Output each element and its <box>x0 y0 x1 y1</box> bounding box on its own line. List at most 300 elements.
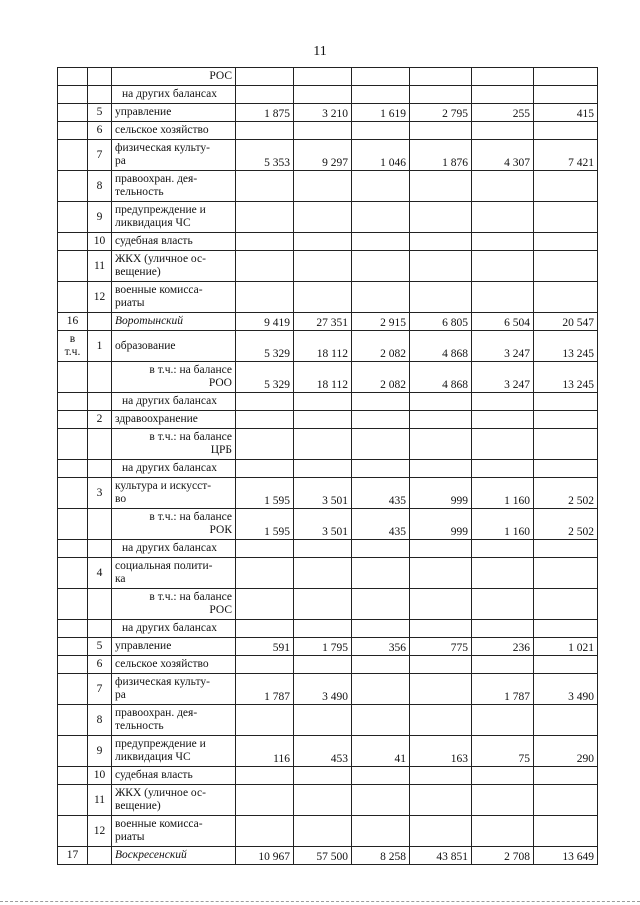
table-row <box>58 656 598 674</box>
category-name-cell: ЖКХ (уличное ос- вещение) <box>112 785 236 816</box>
value-cell <box>352 656 410 674</box>
row-number-cell: 4 <box>88 558 112 589</box>
value-cell <box>534 86 598 104</box>
table-row <box>58 140 598 171</box>
row-number-cell <box>88 589 112 620</box>
value-cell <box>534 656 598 674</box>
table-row <box>58 233 598 251</box>
value-cell: 27 351 <box>294 313 352 331</box>
table-row <box>58 171 598 202</box>
value-cell: 1 160 <box>472 509 534 540</box>
value-cell <box>472 282 534 313</box>
table-row <box>58 478 598 509</box>
value-cell <box>472 202 534 233</box>
value-cell: 236 <box>472 638 534 656</box>
value-cell <box>352 705 410 736</box>
row-number-cell: 8 <box>88 705 112 736</box>
value-cell <box>294 540 352 558</box>
value-cell: 6 504 <box>472 313 534 331</box>
value-cell <box>410 233 472 251</box>
category-name-cell: управление <box>112 638 236 656</box>
value-cell <box>236 122 294 140</box>
category-name-cell: РОС <box>112 68 236 86</box>
value-cell <box>534 460 598 478</box>
value-cell: 9 419 <box>236 313 294 331</box>
value-cell <box>472 558 534 589</box>
value-cell <box>410 816 472 847</box>
value-cell: 356 <box>352 638 410 656</box>
budget-table <box>57 67 598 865</box>
table-row <box>58 251 598 282</box>
value-cell: 1 787 <box>236 674 294 705</box>
row-number-cell <box>88 429 112 460</box>
category-name-cell: в т.ч.: на балансе РОК <box>112 509 236 540</box>
value-cell <box>410 171 472 202</box>
row-group-cell <box>58 282 88 313</box>
value-cell <box>410 68 472 86</box>
value-cell: 1 619 <box>352 104 410 122</box>
value-cell <box>352 282 410 313</box>
value-cell: 9 297 <box>294 140 352 171</box>
value-cell <box>534 767 598 785</box>
value-cell <box>352 429 410 460</box>
value-cell <box>352 460 410 478</box>
row-number-cell: 5 <box>88 638 112 656</box>
category-name-cell: сельское хозяйство <box>112 656 236 674</box>
value-cell: 7 421 <box>534 140 598 171</box>
row-group-cell <box>58 171 88 202</box>
value-cell <box>236 656 294 674</box>
value-cell <box>410 620 472 638</box>
row-group-cell <box>58 393 88 411</box>
row-number-cell: 6 <box>88 122 112 140</box>
value-cell: 163 <box>410 736 472 767</box>
value-cell: 13 649 <box>534 847 598 865</box>
row-number-cell: 7 <box>88 140 112 171</box>
value-cell <box>534 705 598 736</box>
value-cell <box>472 122 534 140</box>
category-name-cell: правоохран. дея- тельность <box>112 171 236 202</box>
category-name-cell: судебная власть <box>112 233 236 251</box>
value-cell: 591 <box>236 638 294 656</box>
value-cell <box>534 785 598 816</box>
value-cell <box>472 429 534 460</box>
value-cell: 2 082 <box>352 362 410 393</box>
value-cell <box>294 393 352 411</box>
value-cell <box>352 86 410 104</box>
table-row <box>58 816 598 847</box>
value-cell <box>534 233 598 251</box>
row-number-cell <box>88 460 112 478</box>
category-name-cell: физическая культу- ра <box>112 674 236 705</box>
value-cell <box>472 540 534 558</box>
value-cell <box>236 620 294 638</box>
value-cell: 2 502 <box>534 509 598 540</box>
value-cell <box>294 656 352 674</box>
value-cell <box>472 785 534 816</box>
value-cell <box>472 460 534 478</box>
value-cell <box>294 251 352 282</box>
table-row <box>58 202 598 233</box>
value-cell <box>410 282 472 313</box>
row-group-cell <box>58 140 88 171</box>
value-cell <box>294 429 352 460</box>
value-cell <box>236 816 294 847</box>
row-number-cell <box>88 362 112 393</box>
row-group-cell <box>58 68 88 86</box>
value-cell <box>352 233 410 251</box>
row-group-cell <box>58 638 88 656</box>
row-number-cell: 8 <box>88 171 112 202</box>
table-row <box>58 68 598 86</box>
value-cell <box>534 68 598 86</box>
value-cell <box>410 656 472 674</box>
table-row <box>58 313 598 331</box>
row-group-cell: в т.ч. <box>58 331 88 362</box>
value-cell: 435 <box>352 478 410 509</box>
value-cell <box>534 540 598 558</box>
value-cell: 4 868 <box>410 331 472 362</box>
value-cell <box>236 429 294 460</box>
row-group-cell <box>58 705 88 736</box>
value-cell: 999 <box>410 478 472 509</box>
value-cell <box>352 68 410 86</box>
value-cell: 1 875 <box>236 104 294 122</box>
value-cell: 8 258 <box>352 847 410 865</box>
value-cell <box>534 558 598 589</box>
category-name-cell: культура и искусст- во <box>112 478 236 509</box>
value-cell: 18 112 <box>294 362 352 393</box>
value-cell <box>534 202 598 233</box>
row-number-cell <box>88 509 112 540</box>
value-cell: 1 795 <box>294 638 352 656</box>
value-cell <box>410 393 472 411</box>
value-cell: 5 329 <box>236 362 294 393</box>
value-cell <box>236 705 294 736</box>
row-group-cell <box>58 656 88 674</box>
row-group-cell <box>58 86 88 104</box>
value-cell <box>534 122 598 140</box>
row-group-cell <box>58 429 88 460</box>
value-cell <box>294 68 352 86</box>
value-cell <box>534 411 598 429</box>
value-cell <box>352 251 410 282</box>
value-cell <box>410 411 472 429</box>
value-cell <box>352 558 410 589</box>
value-cell <box>294 558 352 589</box>
value-cell <box>236 558 294 589</box>
value-cell <box>472 393 534 411</box>
value-cell <box>410 767 472 785</box>
value-cell: 435 <box>352 509 410 540</box>
row-group-cell <box>58 620 88 638</box>
row-group-cell <box>58 509 88 540</box>
value-cell: 1 160 <box>472 478 534 509</box>
category-name-cell: на других балансах <box>112 393 236 411</box>
value-cell <box>294 282 352 313</box>
category-name-cell: на других балансах <box>112 460 236 478</box>
value-cell: 3 210 <box>294 104 352 122</box>
row-number-cell: 7 <box>88 674 112 705</box>
value-cell: 3 501 <box>294 478 352 509</box>
row-number-cell <box>88 620 112 638</box>
row-group-cell <box>58 767 88 785</box>
category-name-cell: судебная власть <box>112 767 236 785</box>
value-cell <box>352 202 410 233</box>
value-cell <box>410 589 472 620</box>
value-cell: 18 112 <box>294 331 352 362</box>
row-number-cell <box>88 847 112 865</box>
value-cell: 1 046 <box>352 140 410 171</box>
value-cell: 1 595 <box>236 478 294 509</box>
table-row <box>58 509 598 540</box>
row-group-cell <box>58 540 88 558</box>
row-number-cell: 9 <box>88 736 112 767</box>
value-cell <box>534 251 598 282</box>
row-group-cell <box>58 122 88 140</box>
table-row <box>58 620 598 638</box>
value-cell <box>352 393 410 411</box>
value-cell <box>534 620 598 638</box>
value-cell: 116 <box>236 736 294 767</box>
value-cell <box>352 589 410 620</box>
row-number-cell: 5 <box>88 104 112 122</box>
row-number-cell: 12 <box>88 282 112 313</box>
value-cell <box>410 674 472 705</box>
value-cell <box>534 171 598 202</box>
page-bottom-edge <box>0 901 640 902</box>
value-cell <box>236 393 294 411</box>
value-cell <box>534 429 598 460</box>
district-name-cell: Воскресенский <box>112 847 236 865</box>
row-group-cell <box>58 785 88 816</box>
row-number-cell: 2 <box>88 411 112 429</box>
row-number-cell: 11 <box>88 251 112 282</box>
value-cell: 20 547 <box>534 313 598 331</box>
row-group-cell <box>58 460 88 478</box>
value-cell: 1 021 <box>534 638 598 656</box>
value-cell <box>236 589 294 620</box>
row-number-cell: 11 <box>88 785 112 816</box>
value-cell <box>294 705 352 736</box>
category-name-cell: физическая культу- ра <box>112 140 236 171</box>
value-cell <box>410 429 472 460</box>
value-cell <box>352 816 410 847</box>
row-group-cell: 16 <box>58 313 88 331</box>
value-cell: 43 851 <box>410 847 472 865</box>
row-number-cell: 12 <box>88 816 112 847</box>
value-cell <box>534 589 598 620</box>
table-row <box>58 767 598 785</box>
row-number-cell <box>88 86 112 104</box>
row-group-cell <box>58 411 88 429</box>
value-cell <box>294 202 352 233</box>
table-row <box>58 429 598 460</box>
table-row <box>58 705 598 736</box>
value-cell <box>472 705 534 736</box>
category-name-cell: в т.ч.: на балансе ЦРБ <box>112 429 236 460</box>
value-cell: 41 <box>352 736 410 767</box>
value-cell <box>472 767 534 785</box>
value-cell <box>294 411 352 429</box>
value-cell: 13 245 <box>534 331 598 362</box>
category-name-cell: ЖКХ (уличное ос- вещение) <box>112 251 236 282</box>
value-cell <box>236 233 294 251</box>
table-row <box>58 638 598 656</box>
value-cell: 10 967 <box>236 847 294 865</box>
value-cell <box>236 202 294 233</box>
value-cell <box>294 122 352 140</box>
value-cell: 1 595 <box>236 509 294 540</box>
row-group-cell <box>58 816 88 847</box>
value-cell: 999 <box>410 509 472 540</box>
category-name-cell: военные комисса- риаты <box>112 282 236 313</box>
value-cell <box>410 122 472 140</box>
table-row <box>58 558 598 589</box>
value-cell <box>472 171 534 202</box>
value-cell <box>534 393 598 411</box>
row-group-cell <box>58 251 88 282</box>
table-row <box>58 847 598 865</box>
value-cell: 255 <box>472 104 534 122</box>
table-row <box>58 736 598 767</box>
row-group-cell <box>58 233 88 251</box>
value-cell: 2 708 <box>472 847 534 865</box>
value-cell <box>410 540 472 558</box>
value-cell: 4 868 <box>410 362 472 393</box>
value-cell: 2 082 <box>352 331 410 362</box>
row-group-cell <box>58 362 88 393</box>
value-cell: 5 353 <box>236 140 294 171</box>
table-row <box>58 331 598 362</box>
row-group-cell <box>58 558 88 589</box>
value-cell: 3 501 <box>294 509 352 540</box>
value-cell: 3 247 <box>472 362 534 393</box>
value-cell <box>294 86 352 104</box>
category-name-cell: образование <box>112 331 236 362</box>
row-number-cell: 1 <box>88 331 112 362</box>
value-cell: 3 490 <box>294 674 352 705</box>
row-group-cell <box>58 104 88 122</box>
district-name-cell: Воротынский <box>112 313 236 331</box>
row-number-cell <box>88 540 112 558</box>
value-cell <box>410 460 472 478</box>
table-row <box>58 785 598 816</box>
value-cell <box>352 171 410 202</box>
value-cell: 3 247 <box>472 331 534 362</box>
value-cell: 1 876 <box>410 140 472 171</box>
value-cell: 3 490 <box>534 674 598 705</box>
value-cell <box>236 251 294 282</box>
row-number-cell <box>88 313 112 331</box>
value-cell <box>352 411 410 429</box>
value-cell: 13 245 <box>534 362 598 393</box>
value-cell: 1 787 <box>472 674 534 705</box>
value-cell <box>352 540 410 558</box>
category-name-cell: в т.ч.: на балансе РОО <box>112 362 236 393</box>
value-cell <box>236 86 294 104</box>
category-name-cell: предупреждение и ликвидация ЧС <box>112 736 236 767</box>
value-cell: 75 <box>472 736 534 767</box>
table-row <box>58 104 598 122</box>
value-cell: 5 329 <box>236 331 294 362</box>
category-name-cell: социальная полити- ка <box>112 558 236 589</box>
table-row <box>58 282 598 313</box>
value-cell <box>294 171 352 202</box>
category-name-cell: сельское хозяйство <box>112 122 236 140</box>
table-row <box>58 362 598 393</box>
category-name-cell: на других балансах <box>112 620 236 638</box>
value-cell <box>236 171 294 202</box>
value-cell: 453 <box>294 736 352 767</box>
value-cell <box>534 282 598 313</box>
row-number-cell <box>88 68 112 86</box>
table-row <box>58 86 598 104</box>
category-name-cell: на других балансах <box>112 86 236 104</box>
value-cell: 415 <box>534 104 598 122</box>
table-row <box>58 460 598 478</box>
category-name-cell: правоохран. дея- тельность <box>112 705 236 736</box>
value-cell <box>352 785 410 816</box>
value-cell <box>294 233 352 251</box>
value-cell: 2 915 <box>352 313 410 331</box>
value-cell <box>472 233 534 251</box>
value-cell <box>236 767 294 785</box>
value-cell <box>352 122 410 140</box>
page-number: 11 <box>313 44 327 59</box>
table-row <box>58 393 598 411</box>
value-cell <box>294 589 352 620</box>
value-cell <box>410 558 472 589</box>
value-cell <box>410 705 472 736</box>
row-number-cell: 6 <box>88 656 112 674</box>
row-group-cell <box>58 674 88 705</box>
table-row <box>58 674 598 705</box>
value-cell <box>294 767 352 785</box>
value-cell <box>294 816 352 847</box>
value-cell <box>472 656 534 674</box>
value-cell: 775 <box>410 638 472 656</box>
category-name-cell: на других балансах <box>112 540 236 558</box>
value-cell <box>236 411 294 429</box>
value-cell: 4 307 <box>472 140 534 171</box>
value-cell: 290 <box>534 736 598 767</box>
category-name-cell: управление <box>112 104 236 122</box>
row-number-cell: 10 <box>88 233 112 251</box>
value-cell <box>472 68 534 86</box>
table-row <box>58 122 598 140</box>
value-cell <box>472 251 534 282</box>
value-cell: 2 795 <box>410 104 472 122</box>
value-cell <box>410 86 472 104</box>
value-cell <box>410 785 472 816</box>
value-cell <box>294 460 352 478</box>
value-cell <box>352 620 410 638</box>
table-row <box>58 589 598 620</box>
category-name-cell: в т.ч.: на балансе РОС <box>112 589 236 620</box>
table-row <box>58 540 598 558</box>
category-name-cell: здравоохранение <box>112 411 236 429</box>
value-cell <box>534 816 598 847</box>
value-cell <box>236 460 294 478</box>
value-cell <box>294 785 352 816</box>
value-cell <box>352 767 410 785</box>
value-cell <box>472 411 534 429</box>
category-name-cell: военные комисса- риаты <box>112 816 236 847</box>
category-name-cell: предупреждение и ликвидация ЧС <box>112 202 236 233</box>
value-cell <box>410 251 472 282</box>
value-cell <box>352 674 410 705</box>
